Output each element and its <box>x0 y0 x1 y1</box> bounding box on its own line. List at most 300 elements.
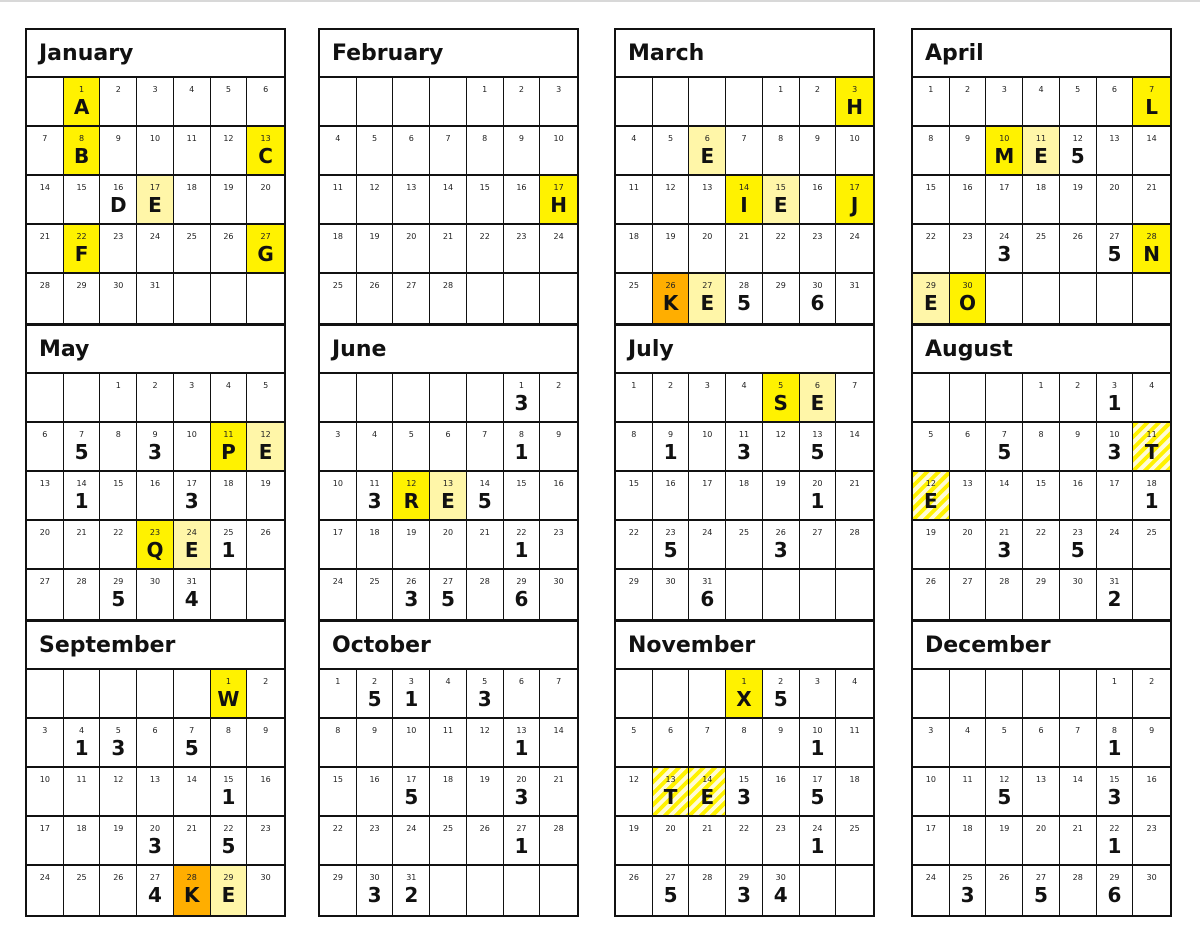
day-cell <box>64 274 101 323</box>
day-mark: 1 <box>404 687 419 711</box>
day-cell <box>1060 472 1097 521</box>
day-number: 11 <box>332 183 343 192</box>
day-grid <box>27 78 284 323</box>
day-cell <box>616 225 653 274</box>
day-cell <box>211 866 248 915</box>
day-cell <box>247 521 284 570</box>
day-number: 2 <box>1149 677 1155 686</box>
day-number: 2 <box>372 677 378 686</box>
day-cell <box>950 768 987 817</box>
day-number: 28 <box>479 577 490 586</box>
day-mark: 5 <box>997 440 1012 464</box>
day-number: 12 <box>369 183 380 192</box>
day-number: 28 <box>76 577 87 586</box>
day-mark: 1 <box>1107 834 1122 858</box>
day-number: 24 <box>553 232 564 241</box>
day-number: 6 <box>668 726 674 735</box>
day-number: 17 <box>553 183 564 192</box>
day-cell <box>540 78 577 127</box>
day-cell <box>616 817 653 866</box>
day-mark: L <box>1145 95 1159 119</box>
day-cell <box>1133 866 1170 915</box>
day-number: 18 <box>369 528 380 537</box>
day-number: 12 <box>406 479 417 488</box>
day-cell <box>27 472 64 521</box>
day-mark: 1 <box>74 736 89 760</box>
day-cell <box>1060 817 1097 866</box>
day-number: 11 <box>1146 430 1157 439</box>
day-cell <box>1023 374 1060 423</box>
day-number: 9 <box>814 134 820 143</box>
day-cell <box>1097 78 1134 127</box>
day-grid <box>616 374 873 619</box>
day-number: 27 <box>962 577 973 586</box>
day-number: 16 <box>962 183 973 192</box>
day-mark: 5 <box>663 538 678 562</box>
day-cell <box>763 127 800 176</box>
day-mark: 3 <box>997 242 1012 266</box>
day-cell <box>689 866 726 915</box>
day-cell <box>1060 768 1097 817</box>
day-cell <box>763 423 800 472</box>
day-cell <box>247 374 284 423</box>
day-mark: 3 <box>514 785 529 809</box>
day-number: 30 <box>149 577 161 586</box>
day-number: 7 <box>1149 85 1155 94</box>
day-cell <box>357 225 394 274</box>
day-number: 8 <box>225 726 231 735</box>
day-cell <box>726 225 763 274</box>
day-cell <box>467 670 504 719</box>
day-number: 5 <box>482 677 488 686</box>
day-number: 25 <box>962 873 973 882</box>
day-cell <box>986 127 1023 176</box>
day-number: 16 <box>1146 775 1157 784</box>
day-cell <box>913 78 950 127</box>
day-number: 24 <box>702 528 713 537</box>
day-number: 31 <box>149 281 161 290</box>
day-cell <box>357 670 394 719</box>
day-number: 7 <box>482 430 488 439</box>
day-number: 11 <box>1035 134 1047 143</box>
day-cell <box>836 176 873 225</box>
day-number: 19 <box>369 232 380 241</box>
day-number: 4 <box>335 134 341 143</box>
day-cell <box>320 570 357 619</box>
day-number: 22 <box>1109 824 1120 833</box>
day-mark: 5 <box>773 687 788 711</box>
day-number: 26 <box>113 873 124 882</box>
day-number: 21 <box>442 232 454 241</box>
day-number: 30 <box>260 873 271 882</box>
day-number: 13 <box>260 134 271 143</box>
day-mark: B <box>73 144 90 168</box>
empty-cell <box>430 374 467 423</box>
day-cell <box>726 374 763 423</box>
day-number: 10 <box>186 430 197 439</box>
day-number: 20 <box>1109 183 1120 192</box>
day-cell <box>836 719 873 768</box>
day-cell <box>100 866 137 915</box>
day-number: 8 <box>631 430 637 439</box>
day-cell <box>430 127 467 176</box>
day-number: 14 <box>702 775 713 784</box>
day-mark: 1 <box>514 736 529 760</box>
day-cell <box>100 374 137 423</box>
day-mark: 1 <box>1144 489 1159 513</box>
month-title: May <box>27 326 284 374</box>
day-cell <box>1023 78 1060 127</box>
day-cell <box>913 521 950 570</box>
day-number: 23 <box>1146 824 1157 833</box>
empty-cell <box>913 374 950 423</box>
day-cell <box>836 127 873 176</box>
day-number: 3 <box>814 677 820 686</box>
day-number: 16 <box>1072 479 1083 488</box>
month-title: July <box>616 326 873 374</box>
empty-cell <box>504 866 541 915</box>
day-cell <box>950 274 987 323</box>
day-mark: 1 <box>514 440 529 464</box>
day-cell <box>211 670 248 719</box>
day-cell <box>540 768 577 817</box>
day-number: 22 <box>479 232 490 241</box>
day-number: 6 <box>408 134 414 143</box>
day-cell <box>1023 127 1060 176</box>
day-cell <box>211 127 248 176</box>
day-number: 21 <box>479 528 490 537</box>
day-number: 12 <box>665 183 676 192</box>
day-number: 22 <box>738 824 750 833</box>
day-number: 5 <box>372 134 378 143</box>
day-cell <box>64 570 101 619</box>
day-number: 19 <box>406 528 417 537</box>
day-cell <box>430 472 467 521</box>
day-mark: 3 <box>184 489 199 513</box>
day-cell <box>27 274 64 323</box>
day-number: 9 <box>556 430 562 439</box>
day-cell <box>357 570 394 619</box>
day-number: 4 <box>741 381 747 390</box>
day-number: 17 <box>702 479 713 488</box>
day-cell <box>986 719 1023 768</box>
day-number: 23 <box>260 824 271 833</box>
day-cell <box>616 423 653 472</box>
day-cell <box>616 521 653 570</box>
empty-cell <box>913 670 950 719</box>
day-cell <box>836 472 873 521</box>
day-number: 30 <box>553 577 564 586</box>
day-number: 15 <box>113 479 124 488</box>
day-cell <box>247 768 284 817</box>
day-cell <box>1133 176 1170 225</box>
empty-cell <box>950 374 987 423</box>
day-cell <box>467 78 504 127</box>
day-mark: E <box>773 193 788 217</box>
day-cell <box>64 176 101 225</box>
day-cell <box>913 176 950 225</box>
day-number: 12 <box>223 134 234 143</box>
day-cell <box>726 866 763 915</box>
day-number: 3 <box>1111 381 1117 390</box>
day-mark: E <box>441 489 455 513</box>
day-cell <box>137 423 174 472</box>
day-number: 22 <box>332 824 343 833</box>
day-cell <box>800 472 837 521</box>
day-number: 8 <box>79 134 85 143</box>
day-number: 11 <box>442 726 454 735</box>
day-mark: 5 <box>810 785 825 809</box>
day-cell <box>174 570 211 619</box>
day-number: 20 <box>516 775 527 784</box>
day-mark: F <box>74 242 89 266</box>
day-cell <box>986 78 1023 127</box>
day-cell <box>1133 719 1170 768</box>
day-number: 23 <box>553 528 564 537</box>
day-number: 29 <box>113 577 124 586</box>
day-cell <box>320 719 357 768</box>
day-number: 6 <box>152 726 158 735</box>
day-number: 6 <box>704 134 710 143</box>
day-mark: 3 <box>737 883 751 907</box>
day-cell <box>689 719 726 768</box>
day-number: 26 <box>260 528 271 537</box>
day-cell <box>836 817 873 866</box>
day-cell <box>616 127 653 176</box>
day-cell <box>689 225 726 274</box>
day-number: 8 <box>1111 726 1117 735</box>
day-mark: 1 <box>221 538 236 562</box>
day-number: 7 <box>189 726 195 735</box>
day-number: 27 <box>702 281 713 290</box>
day-grid <box>27 374 284 619</box>
day-cell <box>64 521 101 570</box>
day-cell <box>27 225 64 274</box>
day-cell <box>616 176 653 225</box>
month-title: September <box>27 622 284 670</box>
day-number: 22 <box>113 528 124 537</box>
day-cell <box>100 225 137 274</box>
day-number: 10 <box>406 726 417 735</box>
day-number: 13 <box>702 183 713 192</box>
day-mark: 3 <box>514 391 529 415</box>
day-number: 10 <box>812 726 823 735</box>
day-mark: 5 <box>404 785 419 809</box>
day-number: 15 <box>479 183 490 192</box>
day-number: 24 <box>332 577 343 586</box>
day-number: 5 <box>1075 85 1081 94</box>
day-cell <box>504 570 541 619</box>
day-number: 8 <box>335 726 341 735</box>
day-cell <box>137 274 174 323</box>
day-number: 10 <box>702 430 713 439</box>
day-number: 16 <box>149 479 161 488</box>
day-cell <box>763 274 800 323</box>
day-cell <box>800 719 837 768</box>
day-number: 28 <box>186 873 197 882</box>
day-cell <box>616 274 653 323</box>
day-mark: 5 <box>1070 144 1085 168</box>
day-cell <box>320 176 357 225</box>
day-cell <box>616 570 653 619</box>
day-number: 13 <box>442 479 454 488</box>
day-number: 1 <box>115 381 121 390</box>
day-cell <box>913 719 950 768</box>
day-cell <box>430 817 467 866</box>
day-number: 3 <box>1001 85 1007 94</box>
day-number: 4 <box>445 677 451 686</box>
day-number: 11 <box>76 775 87 784</box>
day-cell <box>1133 127 1170 176</box>
day-number: 16 <box>113 183 124 192</box>
day-number: 4 <box>965 726 971 735</box>
day-mark: M <box>994 144 1015 168</box>
empty-cell <box>540 274 577 323</box>
day-mark: E <box>184 538 199 562</box>
day-cell <box>504 817 541 866</box>
day-mark: 1 <box>1107 391 1122 415</box>
day-cell <box>27 719 64 768</box>
day-cell <box>1060 225 1097 274</box>
day-mark: 5 <box>111 587 126 611</box>
day-number: 5 <box>115 726 121 735</box>
day-grid <box>913 670 1170 915</box>
day-number: 3 <box>189 381 195 390</box>
day-number: 1 <box>335 677 341 686</box>
empty-cell <box>950 670 987 719</box>
day-mark: J <box>850 193 859 217</box>
day-cell <box>763 374 800 423</box>
day-cell <box>800 225 837 274</box>
day-cell <box>689 423 726 472</box>
day-mark: 2 <box>1107 587 1122 611</box>
day-number: 12 <box>628 775 639 784</box>
day-cell <box>1133 78 1170 127</box>
empty-cell <box>1060 274 1097 323</box>
month-june <box>318 324 579 621</box>
day-cell <box>986 176 1023 225</box>
day-number: 29 <box>925 281 936 290</box>
day-cell <box>836 78 873 127</box>
empty-cell <box>64 670 101 719</box>
day-cell <box>100 521 137 570</box>
day-cell <box>913 570 950 619</box>
day-number: 1 <box>1111 677 1117 686</box>
day-cell <box>540 423 577 472</box>
day-cell <box>174 127 211 176</box>
day-number: 7 <box>741 134 747 143</box>
day-cell <box>504 176 541 225</box>
day-number: 19 <box>665 232 676 241</box>
day-cell <box>357 127 394 176</box>
day-mark: 5 <box>477 489 492 513</box>
day-number: 24 <box>406 824 417 833</box>
day-number: 15 <box>775 183 786 192</box>
day-number: 21 <box>999 528 1010 537</box>
day-number: 18 <box>849 775 860 784</box>
day-mark: E <box>924 291 938 315</box>
day-cell <box>1097 768 1134 817</box>
day-mark: G <box>257 242 274 266</box>
day-mark: Q <box>146 538 164 562</box>
day-mark: D <box>109 193 127 217</box>
day-number: 24 <box>812 824 823 833</box>
day-number: 28 <box>442 281 454 290</box>
day-cell <box>1023 176 1060 225</box>
day-cell <box>137 472 174 521</box>
day-mark: E <box>258 440 273 464</box>
day-number: 30 <box>775 873 786 882</box>
day-number: 24 <box>999 232 1010 241</box>
day-cell <box>800 274 837 323</box>
day-cell <box>211 768 248 817</box>
day-mark: 1 <box>221 785 236 809</box>
day-cell <box>247 225 284 274</box>
day-number: 17 <box>186 479 197 488</box>
day-cell <box>467 521 504 570</box>
day-cell <box>174 176 211 225</box>
day-number: 13 <box>149 775 161 784</box>
day-number: 20 <box>665 824 676 833</box>
day-number: 28 <box>738 281 750 290</box>
empty-cell <box>320 374 357 423</box>
day-mark: 1 <box>74 489 89 513</box>
day-number: 27 <box>442 577 454 586</box>
day-mark: 3 <box>367 883 382 907</box>
day-mark: 6 <box>810 291 825 315</box>
day-cell <box>247 423 284 472</box>
day-mark: 3 <box>1107 440 1122 464</box>
day-number: 27 <box>149 873 161 882</box>
day-number: 23 <box>962 232 973 241</box>
day-mark: 4 <box>773 883 788 907</box>
day-number: 19 <box>1072 183 1083 192</box>
day-number: 13 <box>1109 134 1120 143</box>
day-cell <box>540 570 577 619</box>
empty-cell <box>504 274 541 323</box>
day-number: 19 <box>925 528 936 537</box>
day-cell <box>653 719 690 768</box>
day-number: 15 <box>516 479 527 488</box>
day-number: 24 <box>186 528 197 537</box>
day-mark: H <box>846 95 864 119</box>
day-cell <box>393 274 430 323</box>
day-cell <box>1097 374 1134 423</box>
day-cell <box>1023 866 1060 915</box>
day-cell <box>467 225 504 274</box>
day-number: 15 <box>332 775 343 784</box>
day-cell <box>616 719 653 768</box>
day-number: 5 <box>631 726 637 735</box>
empty-cell <box>211 274 248 323</box>
day-mark: 1 <box>663 440 678 464</box>
empty-cell <box>1023 670 1060 719</box>
day-mark: 5 <box>1034 883 1048 907</box>
month-october <box>318 620 579 917</box>
day-cell <box>800 768 837 817</box>
day-number: 26 <box>1072 232 1083 241</box>
day-number: 8 <box>1038 430 1044 439</box>
day-cell <box>320 768 357 817</box>
day-number: 9 <box>668 430 674 439</box>
day-cell <box>504 521 541 570</box>
day-number: 4 <box>852 677 858 686</box>
empty-cell <box>689 670 726 719</box>
day-cell <box>950 176 987 225</box>
day-cell <box>27 570 64 619</box>
day-cell <box>247 127 284 176</box>
day-cell <box>1097 670 1134 719</box>
